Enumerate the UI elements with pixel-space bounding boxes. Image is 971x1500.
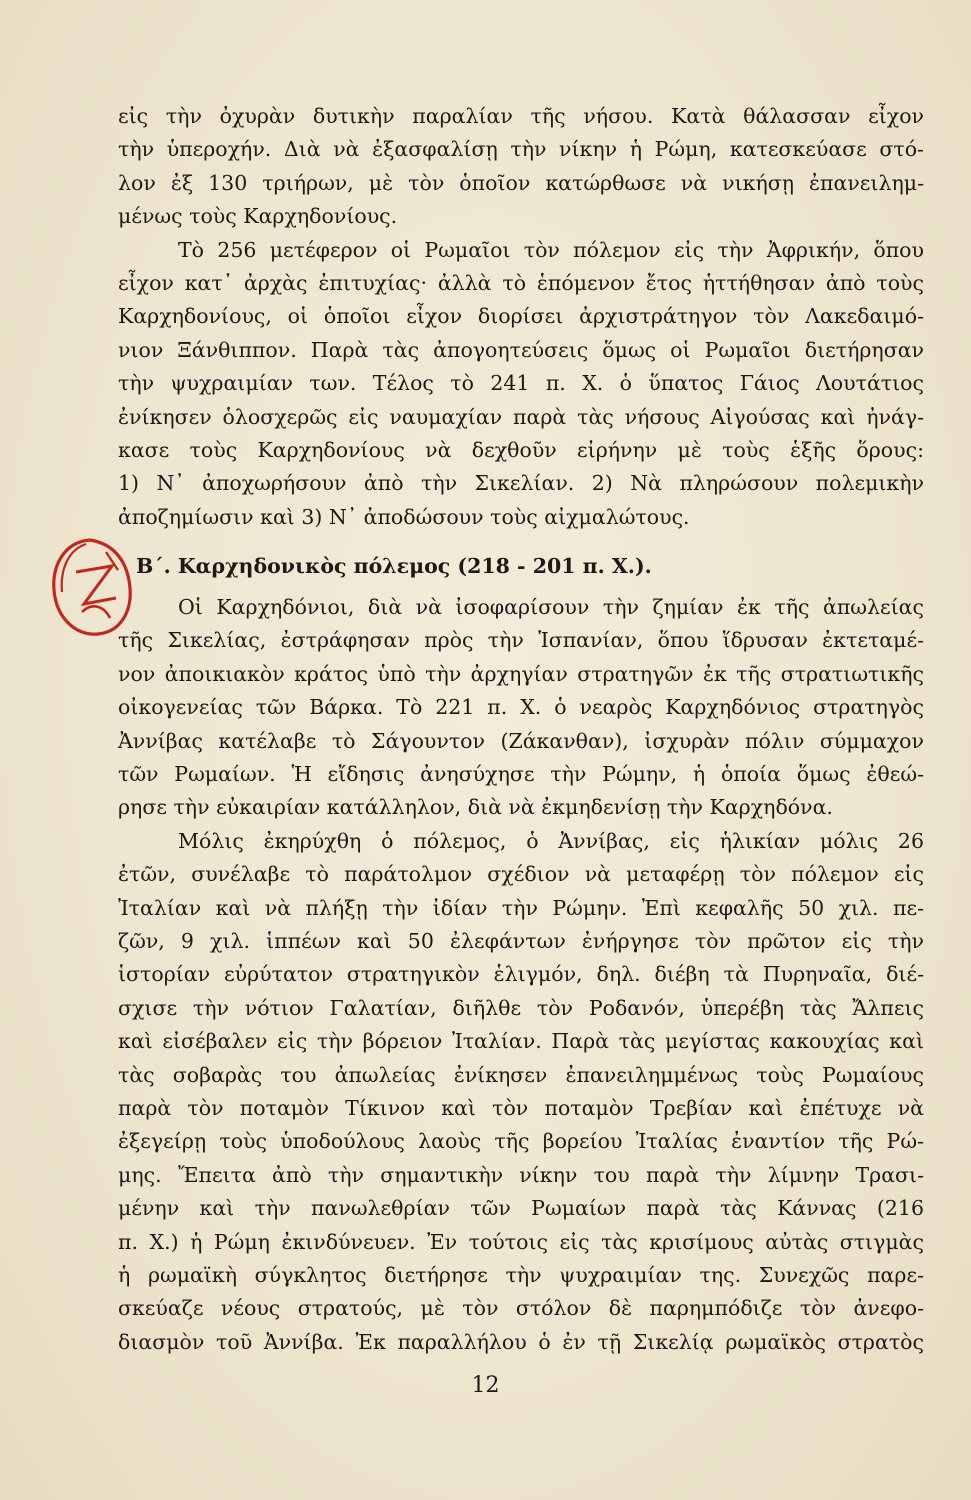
body-text <box>118 100 924 1359</box>
text-line: ἡ ρωμαϊκὴ σύγκλητος διετήρησε τὴν ψυχραιμίαν της. Συνεχῶς παρε- <box>118 1262 924 1287</box>
text-line: ἱστορίαν εὐρύτατον στρατηγικὸν ἑλιγμόν, δηλ. διέβη τὰ Πυρηναῖα, διέ- <box>118 962 924 987</box>
text-line: μης. Ἔπειτα ἀπὸ τὴν σημαντικὴν νίκην του παρὰ τὴν λίμνην Τρασι- <box>118 1162 924 1187</box>
text-line: τῆς Σικελίας, ἐστράφησαν πρὸς τὴν Ἱσπανίαν, ὅπου ἵδρυσαν ἐκτεταμέ- <box>118 628 924 653</box>
text-line: 1) Ν᾽ ἀποχωρήσουν ἀπὸ τὴν Σικελίαν. 2) Νὰ πληρώσουν πολεμικὴν <box>118 471 924 496</box>
text-line: Μόλις ἐκηρύχθη ὁ πόλεμος, ὁ Ἀννίβας, εἰς ἡλικίαν μόλις 26 <box>178 828 924 853</box>
text-line: ἐτῶν, συνέλαβε τὸ παράτολμον σχέδιον νὰ μεταφέρῃ τὸν πόλεμον εἰς <box>118 862 924 887</box>
page-number: 12 <box>471 1373 500 1398</box>
text-line: εἶχον κατ᾽ ἀρχὰς ἐπιτυχίας· ἀλλὰ τὸ ἑπόμενον ἔτος ἡττήθησαν ἀπὸ τοὺς <box>118 270 924 295</box>
text-line: ρησε τὴν εὐκαιρίαν κατάλληλον, διὰ νὰ ἐκμηδενίσῃ τὴν Καρχηδόνα. <box>118 795 833 820</box>
paragraph-2 <box>118 234 924 535</box>
text-line: λον ἐξ 130 τριήρων, μὲ τὸν ὁποῖον κατώρθωσε νὰ νικήσῃ ἐπανειλημ- <box>118 170 924 195</box>
text-line: κασε τοὺς Καρχηδονίους νὰ δεχθοῦν εἰρήνην μὲ τοὺς ἑξῆς ὅρους: <box>118 437 924 462</box>
section-heading: Β΄. Καρχηδονικὸς πόλεμος (218 - 201 π. Χ.). <box>136 554 652 579</box>
text-line: διασμὸν τοῦ Ἀννίβα. Ἐκ παραλλήλου ὁ ἐν τῇ Σικελίᾳ ρωμαϊκὸς στρατὸς <box>118 1329 924 1354</box>
text-line: μένως τοὺς Καρχηδονίους. <box>118 204 398 229</box>
text-line: τῶν Ρωμαίων. Ἡ εἴδησις ἀνησύχησε τὴν Ρώμην, ἡ ὁποία ὅμως ἐθεώ- <box>118 762 924 787</box>
text-line: π. Χ.) ἡ Ρώμη ἐκινδύνευεν. Ἐν τούτοις εἰς τὰς κρισίμους αὐτὰς στιγμὰς <box>118 1229 924 1254</box>
text-line: Ἰταλίαν καὶ νὰ πλήξῃ τὴν ἰδίαν τὴν Ρώμην. Ἐπὶ κεφαλῆς 50 χιλ. πε- <box>118 895 924 920</box>
paragraph-1 <box>118 100 924 234</box>
text-line: τὴν ψυχραιμίαν των. Τέλος τὸ 241 π. Χ. ὁ ὕπατος Γάιος Λουτάτιος <box>118 371 924 396</box>
text-line: τὰς σοβαρὰς του ἀπωλείας ἐνίκησεν ἐπανειλημμένως τοὺς Ρωμαίους <box>118 1062 924 1087</box>
text-line: Ἀννίβας κατέλαβε τὸ Σάγουντον (Ζάκανθαν), ἰσχυρὰν πόλιν σύμμαχον <box>118 728 924 753</box>
text-line: τὴν ὑπεροχήν. Διὰ νὰ ἐξασφαλίσῃ τὴν νίκην ἡ Ρώμη, κατεσκεύασε στό- <box>118 137 924 162</box>
text-line: εἰς τὴν ὀχυρὰν δυτικὴν παραλίαν τῆς νήσου. Κατὰ θάλασσαν εἶχον <box>118 104 924 128</box>
text-line: Τὸ 256 μετέφερον οἱ Ρωμαῖοι τὸν πόλεμον εἰς τὴν Ἀφρικήν, ὅπου <box>178 237 924 262</box>
text-line: Καρχηδονίους, οἱ ὁποῖοι εἶχον διορίσει ἀρχιστράτηγον τὸν Λακεδαιμό- <box>118 304 924 329</box>
paragraph-3 <box>118 591 924 825</box>
text-line: ἐνίκησεν ὁλοσχερῶς εἰς ναυμαχίαν παρὰ τὰς νήσους Αἰγούσας καὶ ἠνάγ- <box>118 404 924 429</box>
text-line: καὶ εἰσέβαλεν εἰς τὴν βόρειον Ἰταλίαν. Παρὰ τὰς μεγίστας κακουχίας καὶ <box>118 1029 924 1054</box>
text-line: σχισε τὴν νότιον Γαλατίαν, διῆλθε τὸν Ροδανόν, ὑπερέβη τὰς Ἄλπεις <box>118 995 924 1020</box>
text-line: οἰκογενείας τῶν Βάρκα. Τὸ 221 π. Χ. ὁ νεαρὸς Καρχηδόνιος στρατηγὸς <box>118 695 924 720</box>
text-line: σκεύαζε νέους στρατούς, μὲ τὸν στόλον δὲ παρημπόδιζε τὸν ἀνεφο- <box>118 1296 924 1321</box>
text-line: Οἱ Καρχηδόνιοι, διὰ νὰ ἰσοφαρίσουν τὴν ζημίαν ἐκ τῆς ἀπωλείας <box>178 595 924 620</box>
text-line: ζῶν, 9 χιλ. ἱππέων καὶ 50 ἐλεφάντων ἐνήργησε τὸν πρῶτον εἰς τὴν <box>118 928 924 953</box>
text-line: ἐξεγείρῃ τοὺς ὑποδούλους λαοὺς τῆς βορείου Ἰταλίας ἐναντίον τῆς Ρώ- <box>118 1129 924 1154</box>
text-line: νιον Ξάνθιππον. Παρὰ τὰς ἀπογοητεύσεις ὅμως οἱ Ρωμαῖοι διετήρησαν <box>118 337 924 362</box>
paragraph-4 <box>118 825 924 1359</box>
text-line: νον ἀποικιακὸν κράτος ὑπὸ τὴν ἀρχηγίαν στρατηγῶν ἐκ τῆς στρατιωτικῆς <box>118 661 924 686</box>
text-line: ἀποζημίωσιν καὶ 3) Ν᾽ ἀποδώσουν τοὺς αἰχμαλώτους. <box>118 504 690 529</box>
text-line: μένην καὶ τὴν πανωλεθρίαν τῶν Ρωμαίων παρὰ τὰς Κάννας (216 <box>118 1196 924 1221</box>
text-line: παρὰ τὸν ποταμὸν Τίκινον καὶ τὸν ποταμὸν Τρεβίαν καὶ ἐπέτυχε νὰ <box>118 1095 924 1120</box>
